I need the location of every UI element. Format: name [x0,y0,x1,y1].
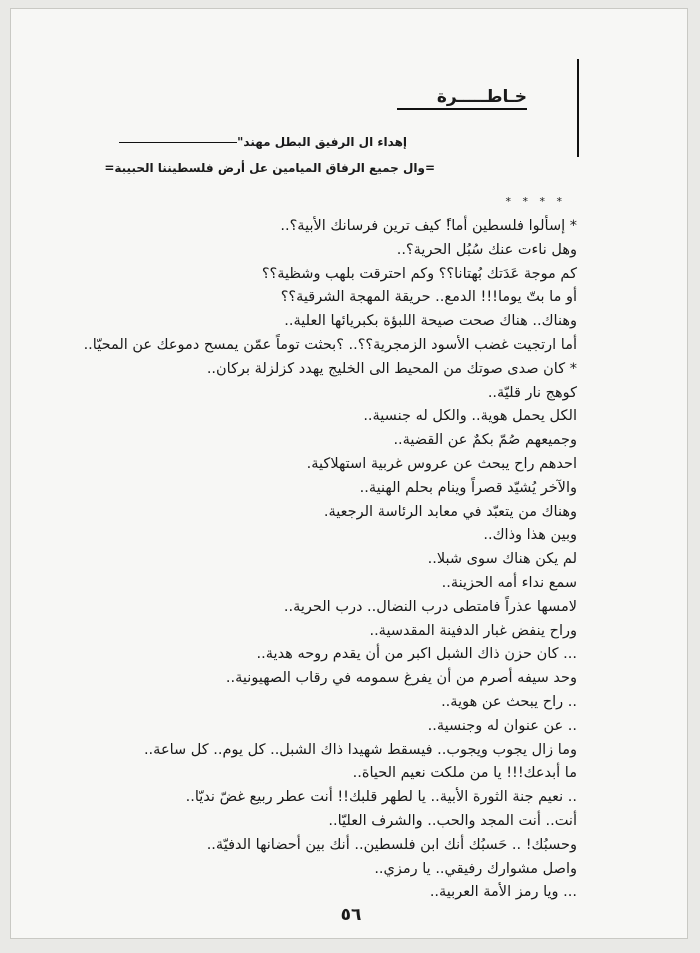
poem-line: ... كان حزن ذاك الشبل اكبر من أن يقدم روحه هدية.. [256,646,577,663]
poem-line: وراح ينفض غبار الدفينة المقدسية.. [369,622,577,639]
page-number: ٥٦ [340,905,362,925]
poem-body [57,215,577,905]
dedication-line-1: إهداء ال الرفيق البطل مهند" [237,135,407,149]
poem-line: * إسألوا فلسطين أما!ً كيف ترين فرسانك الأبية؟.. [280,218,577,234]
dedication-rule [119,142,237,143]
poem-line: والآخر يُشيّد قصراً وينام بحلم الهنية.. [359,479,577,496]
dedication-line-2: =وال جميع الرفاق الميامين عل أرض فلسطيننا الحبيبة= [104,161,435,175]
poem-line: وجميعهم صُمّ بكمٌ عن القضية.. [393,432,577,449]
poem-line: وما زال يجوب ويجوب.. فيسقط شهيدا ذاك الشبل.. كل يوم.. كل ساعة.. [143,741,577,758]
title-underline [397,108,527,110]
poem-line: .. راح يبحث عن هوية.. [441,693,577,710]
poem-line: ما أبدعك!!! يا من ملكت نعيم الحياة.. [352,765,577,782]
poem-line: .. نعيم جنة الثورة الأبية.. يا لطهر قلبك!! أنت عطر ربيع غضّ نديّا.. [185,789,577,806]
poem-line: لامسها عذراً فامتطى درب النضال.. درب الحرية.. [283,598,577,615]
poem-line: وحد سيفه أصرم من أن يفرغ سمومه في رقاب الصهيونية.. [225,670,577,687]
poem-line: وهناك.. هناك صحت صيحة اللبؤة بكبريائها العلية.. [284,313,577,330]
document-page [10,8,688,939]
star-ornament: * * * * [505,195,566,208]
vertical-rule [577,59,579,157]
page-title: خـاطـــــرة [436,87,527,107]
poem-line: .. عن عنوان له وجنسية.. [427,717,577,734]
poem-line: وهل ناءت عنك سُبُل الحرية؟.. [396,241,577,258]
poem-line: لم يكن هناك سوى شبلا.. [427,551,577,568]
poem-line: وهناك من يتعبّد في معابد الرئاسة الرجعية. [323,503,577,520]
poem-line: * كان صدى صوتك من المحيط الى الخليج يهدد كزلزلة بركان.. [206,360,577,377]
poem-line: أنت.. أنت المجد والحب.. والشرف العليّا.. [328,812,577,829]
poem-line: كم موجة عَدَتك بُهتانا؟؟ وكم احترقت بلهب وشظية؟؟ [261,265,577,282]
poem-line: احدهم راح يبحث عن عروس غربية استهلاكية. [306,455,577,472]
poem-line: الكل يحمل هوية.. والكل له جنسية.. [363,408,577,425]
poem-line: أو ما بتّ يوما!!! الدمع.. حريقة المهجة الشرقية؟؟ [280,289,577,306]
poem-line: كوهج نار قليّة.. [487,384,577,401]
poem-line: وبين هذا وذاك.. [483,527,577,544]
poem-line: وحسبُك! .. حَسبُك أنك ابن فلسطين.. أنك بين أحضانها الدفيّة.. [206,836,577,853]
poem-line: أما ارتجيت غضب الأسود الزمجرية؟؟.. ؟بحثت توماً عمّن يمسح دموعك عن المحيّا.. [83,336,577,353]
poem-line: ... ويا رمز الأمة العربية.. [429,884,577,901]
poem-line: سمع نداء أمه الحزينة.. [441,574,577,591]
poem-line: واصل مشوارك رفيقي.. يا رمزي.. [374,860,577,877]
